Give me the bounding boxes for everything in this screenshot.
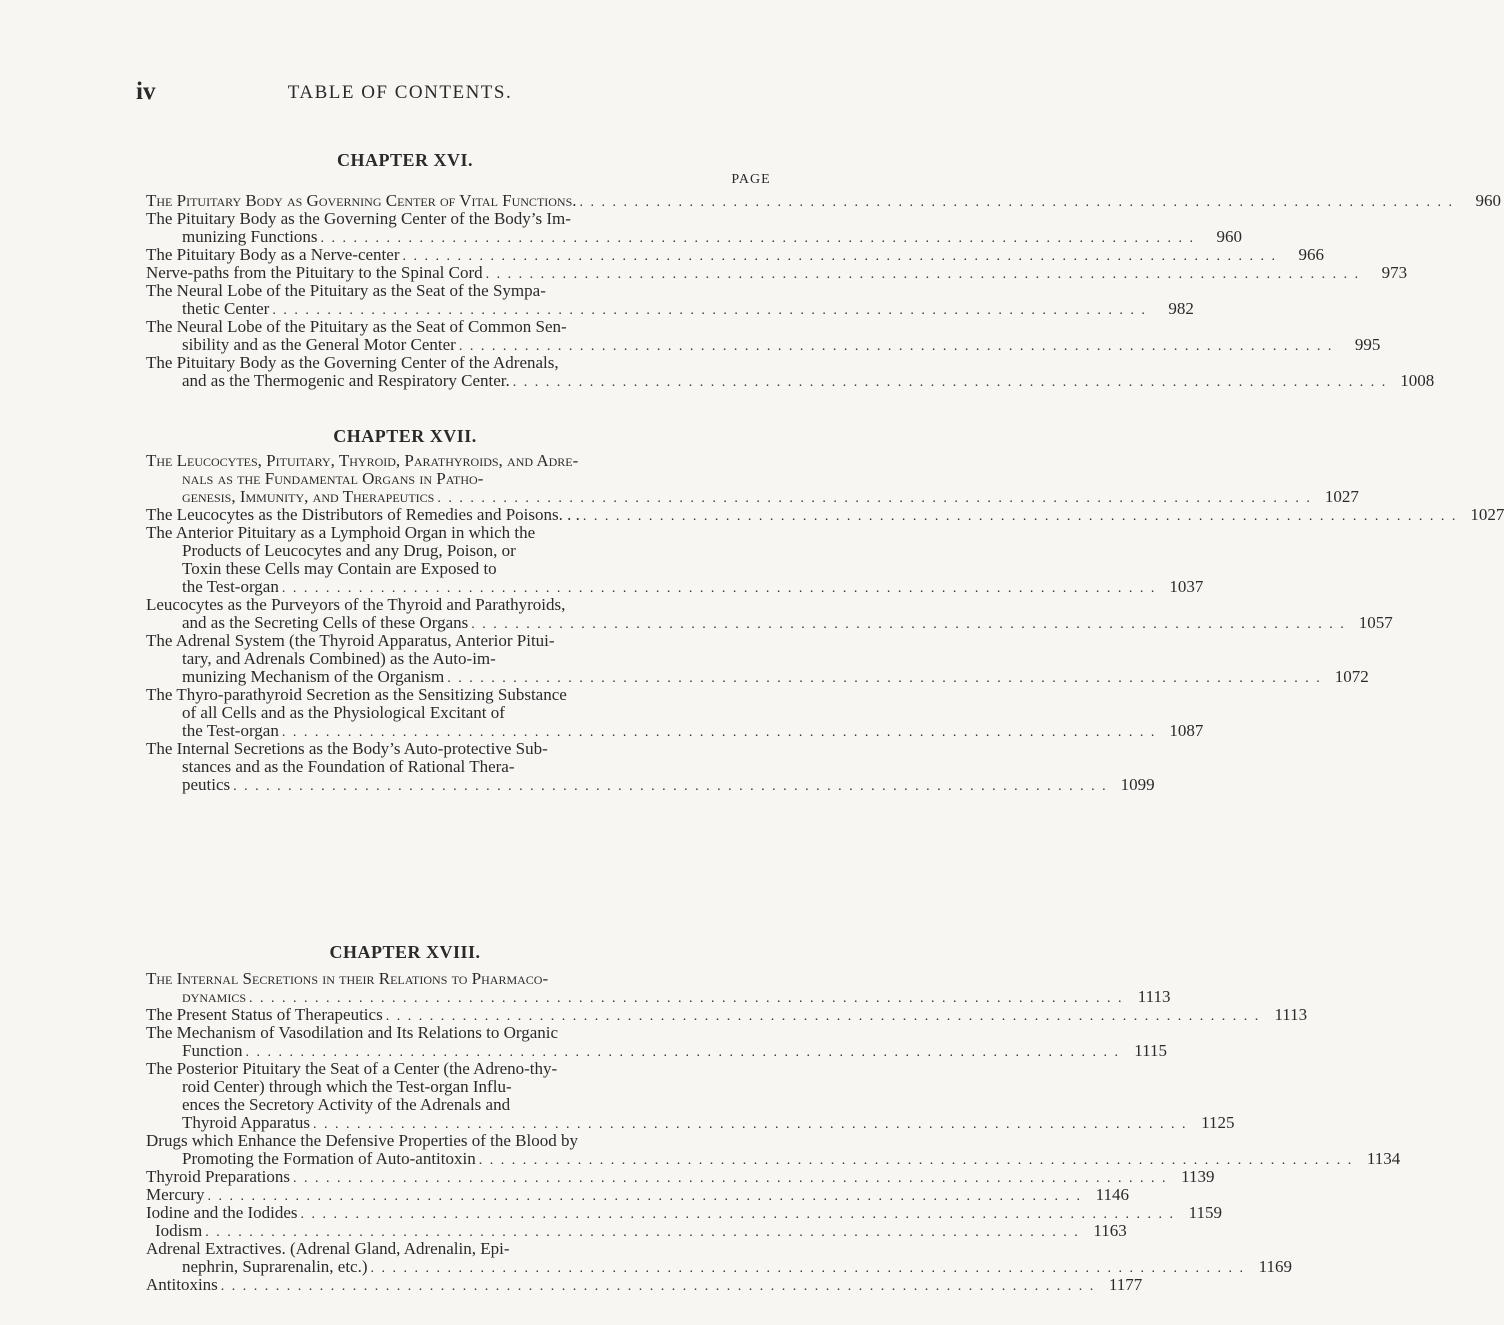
leader-dots: . . . . . . . . . . . . . . . . . . . . . . . . . . . . . . . . . . . . . . . . . . . . . . . . . . . . . . . . . . . . . . . . . . . . . . . . . . . . . . . . bbox=[249, 991, 1124, 1006]
leader-dots: . . . . . . . . . . . . . . . . . . . . . . . . . . . . . . . . . . . . . . . . . . . . . . . . . . . . . . . . . . . . . . . . . . . . . . . . . . . . . . . . bbox=[447, 671, 1322, 686]
toc-entry bbox=[0, 1167, 1215, 1186]
leader-dots: . . . . . . . . . . . . . . . . . . . . . . . . . . . . . . . . . . . . . . . . . . . . . . . . . . . . . . . . . . . . . . . . . . . . . . . . . . . . . . . . bbox=[205, 1225, 1080, 1240]
page-ref: 1115 bbox=[1134, 1041, 1167, 1060]
leader-dots: . . . . . . . . . . . . . . . . . . . . . . . . . . . . . . . . . . . . . . . . . . . . . . . . . . . . . . . . . . . . . . . . . . . . . . . . . . . . . . . . bbox=[478, 1153, 1354, 1168]
leader-dots: . . . . . . . . . . . . . . . . . . . . . . . . . . . . . . . . . . . . . . . . . . . . . . . . . . . . . . . . . . . . . . . . . . . . . . . . . . . . . . . . bbox=[512, 375, 1388, 390]
entry-text: The Present Status of Therapeutics bbox=[146, 1005, 383, 1024]
entry-text: Iodism bbox=[155, 1221, 203, 1240]
toc-entry-line bbox=[146, 1078, 770, 1096]
chapter-17 bbox=[0, 426, 1504, 794]
toc-entry-line bbox=[146, 1041, 1167, 1060]
leader-dots: . . . . . . . . . . . . . . . . . . . . . . . . . . . . . . . . . . . . . . . . . . . . . . . . . . . . . . . . . . . . . . . . . . . . . . . . . . . . . . . . bbox=[245, 1045, 1120, 1060]
entry-text: the Test-organ bbox=[182, 721, 279, 740]
toc-entry bbox=[0, 1005, 1308, 1024]
toc-entry-line bbox=[146, 650, 770, 668]
entry-text: The Pituitary Body as the Governing Center of the Adrenals, bbox=[146, 353, 559, 372]
entry-text: genesis, Immunity, and Therapeutics bbox=[182, 487, 435, 506]
toc-entry bbox=[0, 1023, 1167, 1060]
toc-entry-line bbox=[146, 1005, 1308, 1024]
toc-entry bbox=[0, 631, 1369, 686]
toc-entry-line bbox=[146, 505, 1504, 524]
toc-entry-line bbox=[146, 1096, 770, 1114]
toc-entry-line bbox=[146, 704, 770, 722]
entry-text: Adrenal Extractives. (Adrenal Gland, Adrenalin, Epi- bbox=[146, 1239, 510, 1258]
page-ref: 1037 bbox=[1169, 577, 1204, 596]
chapter-title: CHAPTER XVIII. bbox=[329, 942, 481, 962]
toc-entry bbox=[0, 281, 1194, 318]
entry-text: thetic Center bbox=[182, 299, 270, 318]
toc-entry-line bbox=[146, 577, 1204, 596]
toc-entry bbox=[0, 353, 1435, 390]
leader-dots: . . . . . . . . . . . . . . . . . . . . . . . . . . . . . . . . . . . . . . . . . . . . . . . . . . . . . . . . . . . . . . . . . . . . . . . . . . . . . . . . bbox=[458, 339, 1334, 354]
entry-text: Function bbox=[182, 1041, 243, 1060]
toc-entry-line bbox=[146, 632, 770, 650]
entry-text: The Adrenal System (the Thyroid Apparatus, Anterior Pitui- bbox=[146, 631, 555, 650]
leader-dots: . . . . . . . . . . . . . . . . . . . . . . . . . . . . . . . . . . . . . . . . . . . . . . . . . . . . . . . . . . . . . . . . . . . . . . . . . . . . . . . . bbox=[320, 231, 1196, 246]
toc-entry bbox=[0, 685, 1204, 740]
leader-dots: . . . . . . . . . . . . . . . . . . . . . . . . . . . . . . . . . . . . . . . . . . . . . . . . . . . . . . . . . . . . . . . . . . . . . . . . . . . . . . . . bbox=[233, 779, 1108, 794]
toc-entry-line bbox=[146, 210, 770, 228]
page-ref: 1113 bbox=[1137, 987, 1171, 1006]
entry-text: tary, and Adrenals Combined) as the Auto-im- bbox=[182, 649, 496, 668]
entry-text: The Leucocytes as the Distributors of Remedies and Poisons. . . bbox=[146, 505, 580, 524]
entry-text: The Leucocytes, Pituitary, Thyroid, Parathyroids, and Adre- bbox=[146, 451, 579, 470]
toc-entry-line bbox=[146, 596, 770, 614]
leader-dots: . . . . . . . . . . . . . . . . . . . . . . . . . . . . . . . . . . . . . . . . . . . . . . . . . . . . . . . . . . . . . . . . . . . . . . . . . . . . . . . . bbox=[370, 1261, 1246, 1276]
entry-text: The Pituitary Body as the Governing Center of the Body’s Im- bbox=[146, 209, 571, 228]
toc-entry-line bbox=[146, 299, 1194, 318]
toc-entry bbox=[0, 263, 1408, 282]
toc-entry-line bbox=[146, 263, 1408, 282]
chapter-16 bbox=[0, 150, 1502, 390]
entry-text: The Mechanism of Vasodilation and Its Relations to Organic bbox=[146, 1023, 559, 1042]
chapter-title: CHAPTER XVI. bbox=[336, 150, 473, 170]
toc-entry-line bbox=[146, 1132, 770, 1150]
chapter-title: CHAPTER XVII. bbox=[333, 426, 477, 446]
entry-text: munizing Mechanism of the Organism bbox=[182, 667, 445, 686]
toc-entry-line bbox=[146, 970, 770, 988]
leader-dots: . . . . . . . . . . . . . . . . . . . . . . . . . . . . . . . . . . . . . . . . . . . . . . . . . . . . . . . . . . . . . . . . . . . . . . . . . . . . . . . . bbox=[293, 1171, 1168, 1186]
page-ref: 1146 bbox=[1095, 1185, 1130, 1204]
toc-entry-line bbox=[146, 335, 1381, 354]
entry-text: Leucocytes as the Purveyors of the Thyroid and Parathyroids, bbox=[146, 595, 566, 614]
toc-entry-line bbox=[146, 282, 770, 300]
toc-entry bbox=[0, 209, 1243, 246]
page-ref: 1134 bbox=[1366, 1149, 1401, 1168]
toc-entry-line bbox=[146, 1060, 770, 1078]
chapter-18 bbox=[0, 942, 1401, 1294]
leader-dots: . . . . . . . . . . . . . . . . . . . . . . . . . . . . . . . . . . . . . . . . . . . . . . . . . . . . . . . . . . . . . . . . . . . . . . . . . . . . . . . . bbox=[582, 509, 1458, 524]
entry-text: The Internal Secretions in their Relations to Pharmaco- bbox=[146, 969, 549, 988]
toc-entry-line bbox=[146, 758, 770, 776]
leader-dots: . . . . . . . . . . . . . . . . . . . . . . . . . . . . . . . . . . . . . . . . . . . . . . . . . . . . . . . . . . . . . . . . . . . . . . . . . . . . . . . . bbox=[579, 195, 1455, 210]
toc-entry-line bbox=[146, 227, 1243, 246]
toc-entry-line bbox=[146, 1149, 1401, 1168]
entry-text: Thyroid Preparations bbox=[146, 1167, 290, 1186]
toc-entry bbox=[0, 1239, 1293, 1276]
toc-entry-line bbox=[146, 245, 1324, 264]
toc-entry bbox=[0, 1203, 1223, 1222]
toc-entries bbox=[0, 451, 1504, 794]
leader-dots: . . . . . . . . . . . . . . . . . . . . . . . . . . . . . . . . . . . . . . . . . . . . . . . . . . . . . . . . . . . . . . . . . . . . . . . . . . . . . . . . bbox=[402, 249, 1277, 264]
page-column-label: PAGE bbox=[731, 172, 771, 187]
toc-entry-line bbox=[146, 667, 1369, 686]
toc-entry-line bbox=[146, 1167, 1215, 1186]
toc-entry-line bbox=[146, 191, 1502, 210]
page-ref: 1159 bbox=[1188, 1203, 1223, 1222]
toc-entry-line bbox=[146, 686, 770, 704]
entry-text: sibility and as the General Motor Center bbox=[182, 335, 456, 354]
entry-text: The Pituitary Body as a Nerve-center bbox=[146, 245, 400, 264]
toc-entry-line bbox=[146, 1240, 770, 1258]
entry-text: roid Center) through which the Test-organ Influ- bbox=[182, 1077, 512, 1096]
entry-text: and as the Thermogenic and Respiratory Center. bbox=[182, 371, 510, 390]
toc-entry-line bbox=[146, 613, 1393, 632]
toc-entries bbox=[0, 191, 1502, 390]
toc-entry bbox=[0, 739, 1155, 794]
toc-entries bbox=[0, 969, 1401, 1294]
entry-text: the Test-organ bbox=[182, 577, 279, 596]
toc-entry-line bbox=[146, 560, 770, 578]
page-ref: 1027 bbox=[1470, 505, 1504, 524]
entry-text: The Posterior Pituitary the Seat of a Center (the Adreno-thy- bbox=[146, 1059, 558, 1078]
page-ref: 1057 bbox=[1358, 613, 1393, 632]
page-number: iv bbox=[136, 78, 156, 105]
toc-entry bbox=[0, 1059, 1235, 1132]
page-ref: 1177 bbox=[1108, 1275, 1143, 1294]
toc-entry-line bbox=[146, 1257, 1293, 1276]
entry-text: stances and as the Foundation of Rational Thera- bbox=[182, 757, 515, 776]
entry-text: and as the Secreting Cells of these Organs bbox=[182, 613, 469, 632]
entry-text: The Neural Lobe of the Pituitary as the Seat of the Sympa- bbox=[146, 281, 546, 300]
toc-entry bbox=[0, 505, 1504, 524]
toc-entry bbox=[0, 1131, 1401, 1168]
entry-text: The Thyro-parathyroid Secretion as the Sensitizing Substance bbox=[146, 685, 567, 704]
entry-text: of all Cells and as the Physiological Excitant of bbox=[182, 703, 505, 722]
leader-dots: . . . . . . . . . . . . . . . . . . . . . . . . . . . . . . . . . . . . . . . . . . . . . . . . . . . . . . . . . . . . . . . . . . . . . . . . . . . . . . . . bbox=[281, 725, 1157, 740]
page-ref: 1113 bbox=[1274, 1005, 1308, 1024]
leader-dots: . . . . . . . . . . . . . . . . . . . . . . . . . . . . . . . . . . . . . . . . . . . . . . . . . . . . . . . . . . . . . . . . . . . . . . . . . . . . . . . . bbox=[220, 1279, 1096, 1294]
entry-text: The Pituitary Body as Governing Center of Vital Functions. bbox=[146, 191, 577, 210]
page-header bbox=[0, 78, 800, 108]
page-ref: 973 bbox=[1381, 263, 1408, 282]
page-ref: 982 bbox=[1168, 299, 1194, 318]
toc-entry-line bbox=[146, 470, 770, 488]
toc-entry-line bbox=[146, 775, 1155, 794]
toc-entry-line bbox=[146, 721, 1204, 740]
page-ref: 1139 bbox=[1181, 1167, 1215, 1186]
entry-text: Mercury bbox=[146, 1185, 205, 1204]
page-ref: 960 bbox=[1475, 191, 1502, 210]
page-ref: 1125 bbox=[1201, 1113, 1235, 1132]
toc-entry bbox=[0, 245, 1324, 264]
entry-text: Nerve-paths from the Pituitary to the Spinal Cord bbox=[146, 263, 483, 282]
leader-dots: . . . . . . . . . . . . . . . . . . . . . . . . . . . . . . . . . . . . . . . . . . . . . . . . . . . . . . . . . . . . . . . . . . . . . . . . . . . . . . . . bbox=[207, 1189, 1083, 1204]
entry-text: Promoting the Formation of Auto-antitoxin bbox=[182, 1149, 476, 1168]
page-ref: 1163 bbox=[1093, 1221, 1127, 1240]
toc-entry-line bbox=[146, 452, 770, 470]
toc-entry-line bbox=[146, 371, 1435, 390]
page-ref: 1169 bbox=[1258, 1257, 1293, 1276]
page-ref: 1027 bbox=[1324, 487, 1359, 506]
toc-entry-line bbox=[155, 1221, 1127, 1240]
entry-text: Toxin these Cells may Contain are Exposed to bbox=[182, 559, 497, 578]
entry-text: The Anterior Pituitary as a Lymphoid Organ in which the bbox=[146, 523, 536, 542]
toc-entry bbox=[0, 191, 1502, 210]
toc-entry bbox=[0, 1185, 1130, 1204]
entry-text: Antitoxins bbox=[146, 1275, 218, 1294]
leader-dots: . . . . . . . . . . . . . . . . . . . . . . . . . . . . . . . . . . . . . . . . . . . . . . . . . . . . . . . . . . . . . . . . . . . . . . . . . . . . . . . . bbox=[485, 267, 1361, 282]
page-ref: 995 bbox=[1354, 335, 1381, 354]
leader-dots: . . . . . . . . . . . . . . . . . . . . . . . . . . . . . . . . . . . . . . . . . . . . . . . . . . . . . . . . . . . . . . . . . . . . . . . . . . . . . . . . bbox=[471, 617, 1346, 632]
toc-entry bbox=[0, 1221, 1127, 1240]
toc-entry-line bbox=[146, 542, 770, 560]
toc-entry-line bbox=[146, 524, 770, 542]
entry-text: Thyroid Apparatus bbox=[182, 1113, 310, 1132]
page-ref: 966 bbox=[1298, 245, 1324, 264]
leader-dots: . . . . . . . . . . . . . . . . . . . . . . . . . . . . . . . . . . . . . . . . . . . . . . . . . . . . . . . . . . . . . . . . . . . . . . . . . . . . . . . . bbox=[272, 303, 1147, 318]
entry-text: peutics bbox=[182, 775, 231, 794]
leader-dots: . . . . . . . . . . . . . . . . . . . . . . . . . . . . . . . . . . . . . . . . . . . . . . . . . . . . . . . . . . . . . . . . . . . . . . . . . . . . . . . . bbox=[300, 1207, 1176, 1222]
leader-dots: . . . . . . . . . . . . . . . . . . . . . . . . . . . . . . . . . . . . . . . . . . . . . . . . . . . . . . . . . . . . . . . . . . . . . . . . . . . . . . . . bbox=[312, 1117, 1188, 1132]
page-ref: 1087 bbox=[1169, 721, 1204, 740]
toc-entry-line bbox=[146, 740, 770, 758]
toc-entry-line bbox=[146, 354, 770, 372]
entry-text: Products of Leucocytes and any Drug, Poison, or bbox=[182, 541, 516, 560]
toc-entry-line bbox=[146, 1024, 770, 1042]
toc-entry-line bbox=[146, 1113, 1235, 1132]
page-ref: 1008 bbox=[1400, 371, 1435, 390]
toc-entry-line bbox=[146, 318, 770, 336]
toc-entry-line bbox=[146, 1203, 1223, 1222]
page-ref: 960 bbox=[1216, 227, 1243, 246]
toc-entry bbox=[0, 451, 1359, 506]
leader-dots: . . . . . . . . . . . . . . . . . . . . . . . . . . . . . . . . . . . . . . . . . . . . . . . . . . . . . . . . . . . . . . . . . . . . . . . . . . . . . . . . bbox=[437, 491, 1312, 506]
entry-text: munizing Functions bbox=[182, 227, 318, 246]
entry-text: ences the Secretory Activity of the Adrenals and bbox=[182, 1095, 511, 1114]
entry-text: The Neural Lobe of the Pituitary as the Seat of Common Sen- bbox=[146, 317, 567, 336]
toc-entry-line bbox=[146, 487, 1359, 506]
entry-text: Drugs which Enhance the Defensive Properties of the Blood by bbox=[146, 1131, 578, 1150]
toc-entry bbox=[0, 523, 1204, 596]
toc-entry bbox=[0, 595, 1393, 632]
leader-dots: . . . . . . . . . . . . . . . . . . . . . . . . . . . . . . . . . . . . . . . . . . . . . . . . . . . . . . . . . . . . . . . . . . . . . . . . . . . . . . . . bbox=[281, 581, 1157, 596]
entry-text: The Internal Secretions as the Body’s Auto-protective Sub- bbox=[146, 739, 548, 758]
leader-dots: . . . . . . . . . . . . . . . . . . . . . . . . . . . . . . . . . . . . . . . . . . . . . . . . . . . . . . . . . . . . . . . . . . . . . . . . . . . . . . . . bbox=[385, 1009, 1261, 1024]
toc-entry-line bbox=[146, 1185, 1130, 1204]
entry-text: nephrin, Suprarenalin, etc.) bbox=[182, 1257, 368, 1276]
entry-text: nals as the Fundamental Organs in Patho- bbox=[182, 469, 484, 488]
entry-text: dynamics bbox=[182, 987, 247, 1006]
page-ref: 1099 bbox=[1120, 775, 1155, 794]
toc-entry bbox=[0, 969, 1171, 1006]
toc-entry bbox=[0, 317, 1381, 354]
toc-entry-line bbox=[146, 1275, 1143, 1294]
running-title: TABLE OF CONTENTS. bbox=[287, 82, 513, 103]
page-ref: 1072 bbox=[1334, 667, 1369, 686]
toc-entry-line bbox=[146, 987, 1171, 1006]
entry-text: Iodine and the Iodides bbox=[146, 1203, 298, 1222]
toc-entry bbox=[0, 1275, 1143, 1294]
